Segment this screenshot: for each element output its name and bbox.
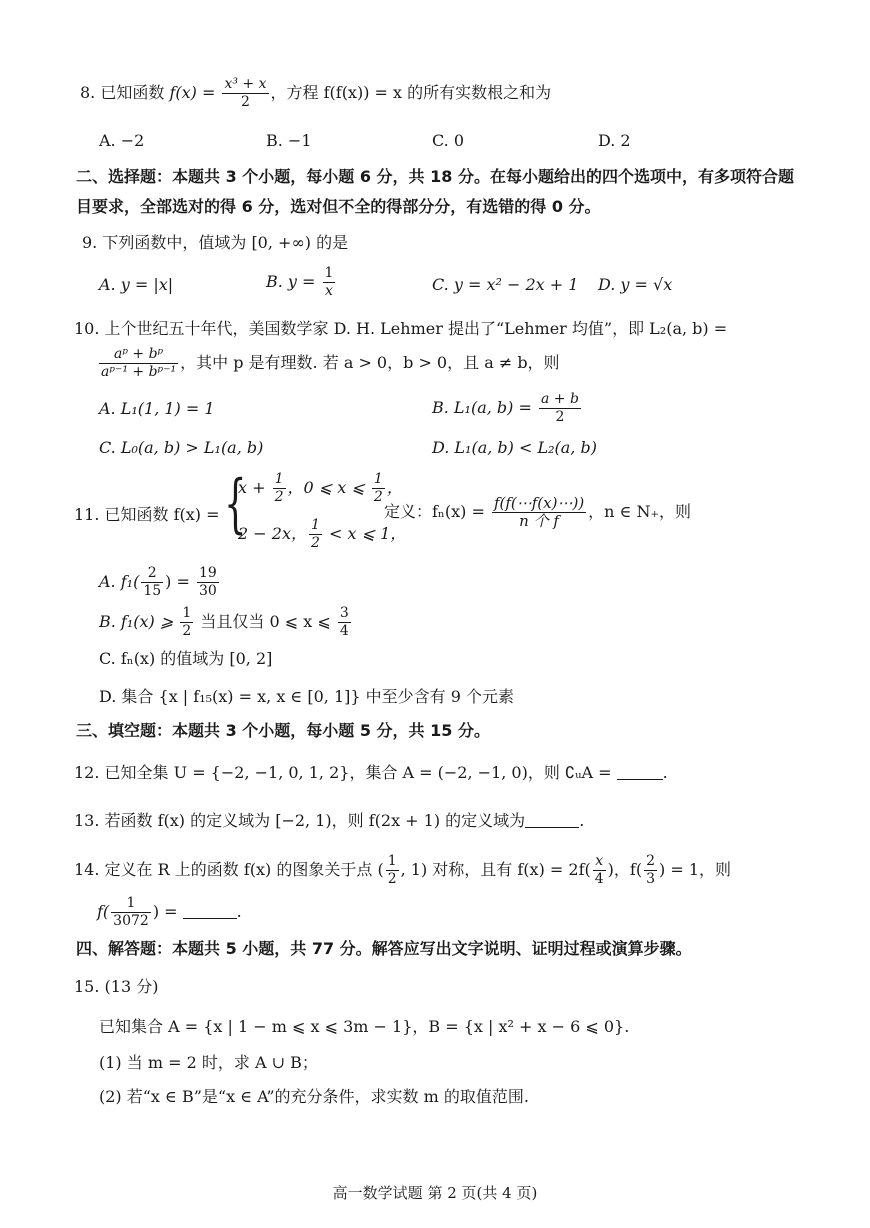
q14-t-den: 3 [646,871,655,887]
q11-case2-frac [309,517,322,552]
q14-l2-end: . [236,902,242,921]
q11-opt-b-den: 2 [182,623,192,639]
q9-option-c: C. y = x² − 2x + 1 [432,275,579,294]
piecewise-brace-icon: { [224,467,247,541]
q11-case-1 [238,470,403,506]
q11-def-den: n 个 f [519,512,559,530]
q10-opt-b-fraction [539,391,581,426]
q11-opt-a-num: 2 [141,565,163,583]
q11-case2-pre: 2 − 2x， [238,524,307,543]
q11-prefix [74,504,220,526]
q11-case1-num: 1 [274,471,284,487]
q11-opt-b-frac2 [338,605,351,640]
q14-point-frac [386,853,399,888]
q8-fraction [222,76,268,111]
q11-def-num: f(f(⋯f(x)⋯)) [493,494,585,512]
q11-opt-a-mid: ) = [165,572,195,591]
q10-option-b [432,390,583,426]
q12-answer-blank[interactable] [617,779,663,780]
question-14-line1 [74,850,731,890]
q11-definition [384,490,691,534]
question-8-stem [80,76,551,111]
q11-opt-a-num2: 19 [198,565,217,581]
section-3-heading: 三、填空题：本题共 3 个小题，每小题 5 分，共 15 分。 [76,721,490,740]
q11-case-2 [238,516,406,552]
question-12 [74,762,668,784]
q11-case1-pre: x + [238,478,271,497]
q11-opt-b-num2: 3 [339,605,349,621]
q8-option-d: D. 2 [598,131,631,150]
q9-option-a: A. y = |x| [99,275,174,294]
q11-opt-a-frac [141,565,163,600]
q11-opt-b-num: 1 [182,605,192,621]
q10-option-d: D. L₁(a, b) < L₂(a, b) [432,438,597,457]
q11-opt-a-pre: A. f₁( [99,572,140,591]
q14-pre: 14. 定义在 R 上的函数 f(x) 的图象关于点 ( [74,860,384,879]
q12-end: . [662,763,668,782]
question-14-line2 [97,892,242,932]
q11-case1-den: 2 [274,489,284,505]
q9-option-d: D. y = √x [598,275,673,294]
q10-option-c: C. L₀(a, b) > L₁(a, b) [99,438,264,457]
q10-frac-den: aᵖ⁻¹ + bᵖ⁻¹ [101,364,177,380]
q8-option-b: B. −1 [266,131,312,150]
q14-end1: ) = 1，则 [659,860,732,879]
q11-def-suffix: ，n ∈ N₊，则 [588,502,691,521]
q11-opt-b-mid: 当且仅当 0 ⩽ x ⩽ [195,612,336,631]
q14-x-num: x [593,853,606,871]
q11-def-frac [492,495,586,530]
q14-l2-frac [111,895,151,930]
q14-l2-den: 3072 [113,913,149,929]
q14-l2-mid: ) = [152,902,183,921]
q11-prefix-text: 11. 已知函数 f(x) = [74,505,220,524]
q14-mid1: , 1) 对称，且有 f(x) = 2f( [400,860,591,879]
q11-opt-b-frac [180,605,193,640]
q13-answer-blank[interactable] [525,827,579,828]
q8-frac-den: 2 [241,94,250,110]
section-2-heading-line2: 目要求，全部选对的得 6 分，选对但不全的得部分分，有选错的得 0 分。 [76,197,601,216]
question-15-stem: 已知集合 A = {x | 1 − m ⩽ x ⩽ 3m − 1}，B = {x | x² + x − 6 ⩽ 0}. [99,1017,630,1036]
q8-func: f(x) = [169,83,221,102]
q12-text: 12. 已知全集 U = {−2, −1, 0, 1, 2}，集合 A = (−2, −1, 0)，则 ∁ᵤA = [74,763,617,782]
q9-opt-b-num: 1 [324,265,334,281]
q11-opt-a-den2: 30 [198,583,217,599]
q11-option-c: C. fₙ(x) 的值域为 [0, 2] [99,649,273,668]
q14-answer-blank[interactable] [183,918,237,919]
q9-opt-b-fraction [323,265,336,300]
q11-case1-frac2 [372,471,385,506]
q8-frac-num: x³ + x [224,76,267,92]
page-footer: 高一数学试题 第 2 页(共 4 页) [332,1184,538,1202]
section-2-heading-line1: 二、选择题：本题共 3 个小题，每小题 6 分，共 18 分。在每小题给出的四个选项中，有多项符合题 [76,167,794,186]
q14-x-den: 4 [594,871,604,887]
q11-option-b [99,604,353,640]
q11-case1-num2: 1 [373,471,383,487]
q14-p-den: 2 [387,871,397,887]
q14-t-frac [644,853,657,888]
q14-t-num: 2 [646,853,655,869]
q11-case2-den: 2 [310,535,320,551]
q10-frac-num: aᵖ + bᵖ [99,346,178,364]
section-4-heading: 四、解答题：本题共 5 小题，共 77 分。解答应写出文字说明、证明过程或演算步骤。 [76,939,692,958]
q10-line2-suffix: ，其中 p 是有理数. 若 a > 0，b > 0，且 a ≠ b，则 [180,353,560,372]
q11-opt-a-den: 15 [143,583,162,599]
question-9-stem: 9. 下列函数中，值域为 [0, +∞) 的是 [82,233,349,252]
q14-l2-num: 1 [111,895,151,913]
q11-case1-end: ， [386,478,403,497]
q13-end: . [579,811,585,830]
q11-case1-den2: 2 [373,489,383,505]
q10-opt-b-pre: B. L₁(a, b) = [432,398,537,417]
q14-x-frac [593,853,606,888]
question-10-line1: 10. 上个世纪五十年代，美国数学家 D. H. Lehmer 提出了“Lehmer 均值”，即 L₂(a, b) = [74,319,728,338]
q10-opt-b-num: a + b [540,391,579,407]
question-10-line2 [97,343,560,383]
q13-text: 13. 若函数 f(x) 的定义域为 [−2, 1)，则 f(2x + 1) 的定义域为 [74,811,526,830]
question-15-part-1: (1) 当 m = 2 时，求 A ∪ B； [99,1053,318,1072]
q8-option-a: A. −2 [99,131,145,150]
q14-mid2: )，f( [607,860,643,879]
q11-opt-b-den2: 4 [339,623,349,639]
q11-case1-frac [273,471,286,506]
q11-case1-mid: ，0 ⩽ x ⩽ [287,478,370,497]
q11-option-d: D. 集合 {x | f₁₅(x) = x, x ∈ [0, 1]} 中至少含有 9 个元素 [99,687,514,706]
q10-option-a: A. L₁(1, 1) = 1 [99,399,215,418]
q11-opt-b-pre: B. f₁(x) ⩾ [99,612,179,631]
question-15-head: 15. (13 分) [74,977,159,996]
question-15-part-2: (2) 若“x ∈ B”是“x ∈ A”的充分条件，求实数 m 的取值范围. [99,1087,529,1106]
q14-p-num: 1 [387,853,397,869]
q9-opt-b-den: x [325,283,333,299]
q11-case2-num: 1 [310,517,320,533]
q14-l2-pre: f( [97,902,110,921]
q8-option-c: C. 0 [432,131,465,150]
q11-option-a [99,564,221,600]
q11-case2-end: < x ⩽ 1， [323,524,407,543]
q8-prefix: 8. 已知函数 [80,83,170,102]
q8-suffix: ，方程 f(f(x)) = x 的所有实数根之和为 [270,83,552,102]
q11-opt-a-frac2 [197,565,219,600]
question-13 [74,810,584,832]
q9-opt-b-pre: B. y = [266,272,321,291]
q9-option-b [266,264,337,300]
q10-opt-b-den: 2 [555,409,565,425]
q10-lehmer-fraction [99,346,178,381]
q11-def-pre: 定义：fₙ(x) = [384,502,490,521]
